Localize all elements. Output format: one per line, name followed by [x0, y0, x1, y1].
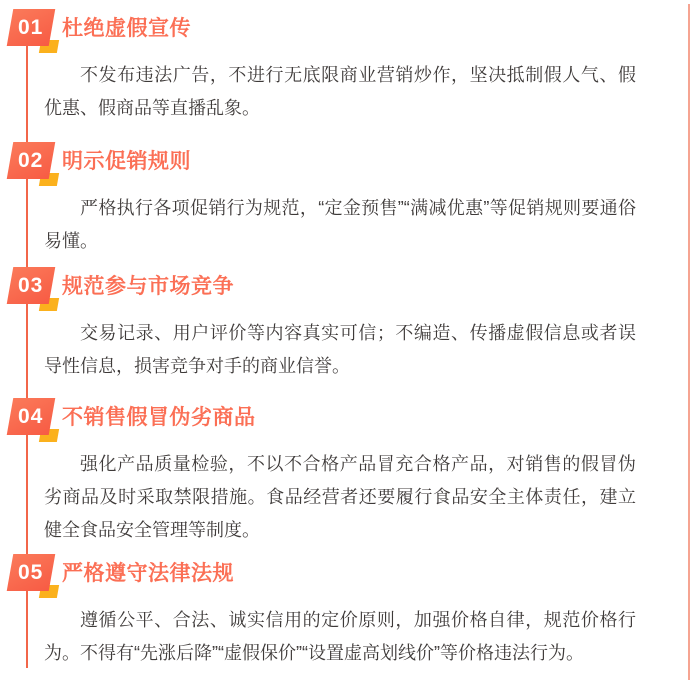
badge-shape [7, 9, 56, 46]
rule-number-badge [10, 142, 52, 179]
badge-shape [7, 142, 56, 179]
rule-number: 02 [18, 148, 44, 172]
rule-section-5 [10, 553, 692, 670]
rule-body-text: 强化产品质量检验，不以不合格产品冒充合格产品，对销售的假冒伪劣商品及时采取禁限措施。食品经营者还要履行食品安全主体责任，建立健全食品安全管理等制度。 [44, 454, 636, 540]
rule-section-1 [10, 8, 692, 125]
rule-section-4 [10, 397, 692, 547]
badge-shape [7, 398, 56, 435]
section-header [10, 266, 692, 304]
rule-number: 05 [18, 560, 44, 584]
badge-shape [7, 554, 56, 591]
rule-body-text: 不发布违法广告，不进行无底限商业营销炒作，坚决抵制假人气、假优惠、假商品等直播乱象。 [44, 65, 636, 118]
rule-body-text: 遵循公平、合法、诚实信用的定价原则，加强价格自律，规范价格行为。不得有“先涨后降”“虚假保价”“设置虚高划线价”等价格违法行为。 [44, 610, 636, 663]
rule-section-2 [10, 141, 692, 258]
rule-body-text: 交易记录、用户评价等内容真实可信；不编造、传播虚假信息或者误导性信息，损害竞争对手的商业信誉。 [44, 323, 636, 376]
rule-number-badge [10, 267, 52, 304]
rule-number: 03 [18, 273, 44, 297]
rule-number-badge [10, 398, 52, 435]
badge-shape [7, 267, 56, 304]
section-header [10, 397, 692, 435]
rule-number-badge [10, 554, 52, 591]
rule-title: 明示促销规则 [62, 150, 191, 173]
rule-body-text: 严格执行各项促销行为规范，“定金预售”“满减优惠”等促销规则要通俗易懂。 [44, 198, 636, 251]
rule-title: 严格遵守法律法规 [62, 562, 234, 585]
rule-title: 杜绝虚假宣传 [62, 17, 191, 40]
rule-number: 04 [18, 404, 44, 428]
rule-title: 不销售假冒伪劣商品 [62, 406, 256, 429]
rule-number-badge [10, 9, 52, 46]
section-header [10, 553, 692, 591]
rule-section-3 [10, 266, 692, 383]
rule-title: 规范参与市场竞争 [62, 275, 234, 298]
section-header [10, 141, 692, 179]
rule-number: 01 [18, 15, 44, 39]
section-header [10, 8, 692, 46]
